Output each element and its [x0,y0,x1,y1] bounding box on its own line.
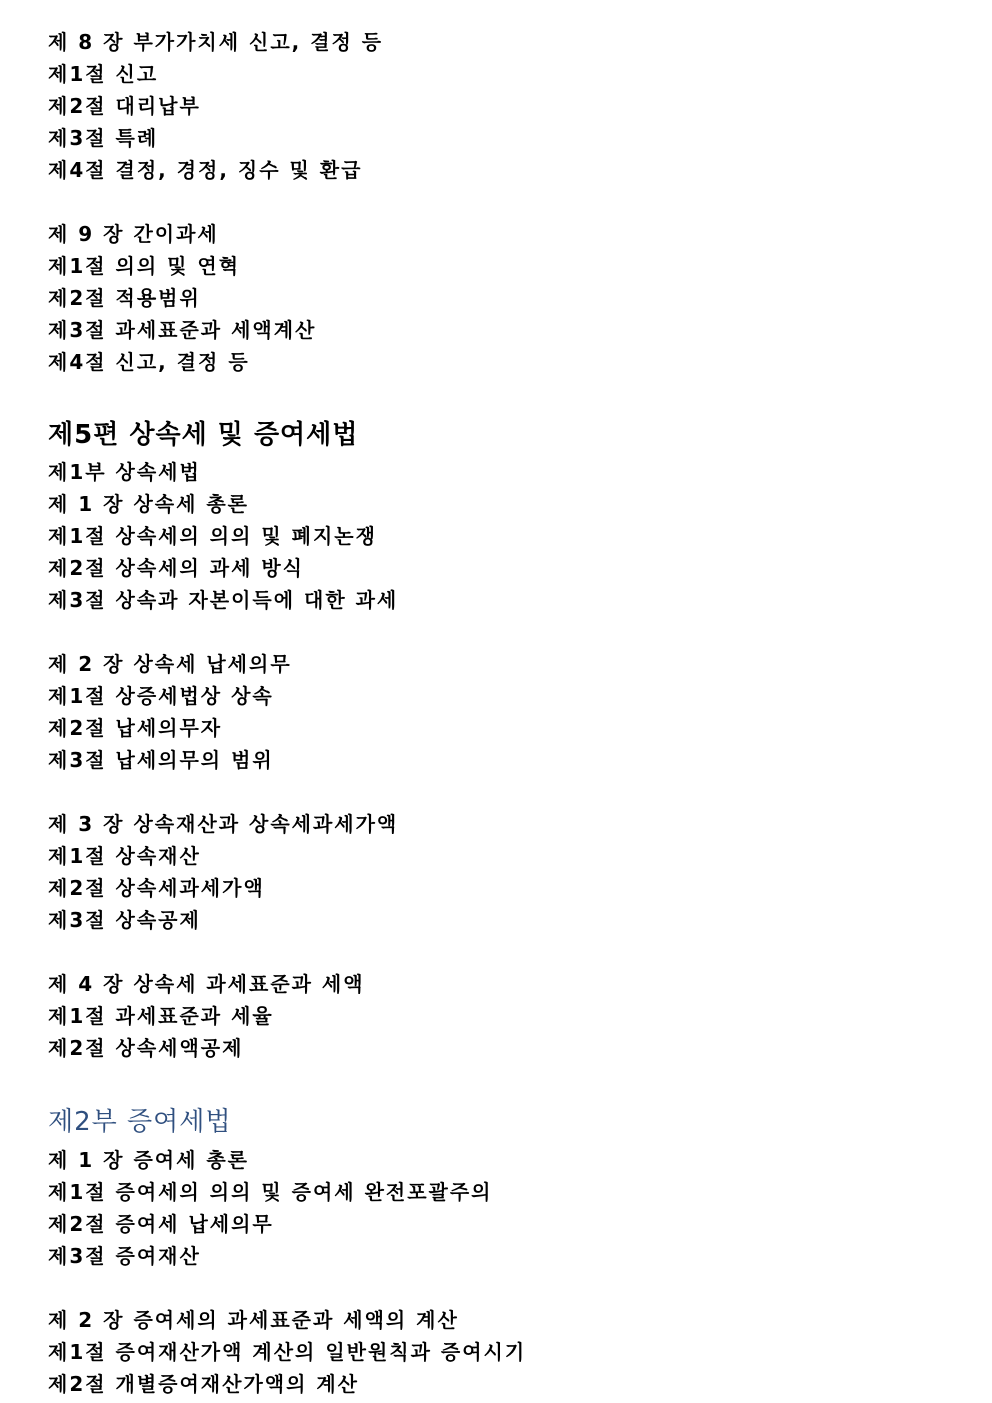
toc-entry: 제2절 상속세과세가액 [48,876,265,900]
toc-entry: 제2절 대리납부 [48,94,201,118]
section-gap [48,1272,992,1304]
section-gap [48,378,992,410]
toc-entry: 제1절 의의 및 연혁 [48,254,241,278]
toc-entry: 제4절 결정, 경정, 징수 및 환급 [48,158,363,182]
toc-entry: 제1절 신고 [48,62,159,86]
toc-entry: 제2절 상속세의 과세 방식 [48,556,305,580]
toc-entry: 제 9 장 간이과세 [48,222,219,246]
part-heading: 제5편 상속세 및 증여세법 [48,420,359,450]
toc-entry: 제1절 증여재산가액 계산의 일반원칙과 증여시기 [48,1340,527,1364]
toc-entry: 제3절 과세표준과 세액계산 [48,318,317,342]
section-gap [48,936,992,968]
toc-entry: 제1부 상속세법 [48,460,201,484]
toc-entry: 제3절 상속공제 [48,908,201,932]
toc-entry: 제 8 장 부가가치세 신고, 결정 등 [48,30,384,54]
toc-entry: 제2절 증여세 납세의무 [48,1212,274,1236]
toc-entry: 제2절 상속세액공제 [48,1036,244,1060]
toc-entry: 제1절 상증세법상 상속 [48,684,274,708]
toc-entry: 제 3 장 상속재산과 상속세과세가액 [48,812,399,836]
toc-entry: 제2절 개별증여재산가액의 계산 [48,1372,360,1396]
section-gap [48,616,992,648]
toc-entry: 제3절 납세의무의 범위 [48,748,274,772]
toc-entry: 제3절 특례 [48,126,159,150]
toc-entry: 제2절 적용범위 [48,286,201,310]
sub-part-heading: 제2부 증여세법 [48,1107,232,1137]
toc-entry: 제1절 상속재산 [48,844,201,868]
toc-entry: 제2절 납세의무자 [48,716,223,740]
toc-entry: 제 2 장 상속세 납세의무 [48,652,292,676]
toc-entry: 제4절 신고, 결정 등 [48,350,250,374]
toc-entry: 제3절 상속과 자본이득에 대한 과세 [48,588,399,612]
toc-entry: 제 1 장 증여세 총론 [48,1148,250,1172]
toc-entry: 제1절 상속세의 의의 및 폐지논쟁 [48,524,377,548]
section-gap [48,186,992,218]
section-gap [48,776,992,808]
toc-entry: 제 1 장 상속세 총론 [48,492,250,516]
toc-entry: 제 4 장 상속세 과세표준과 세액 [48,972,365,996]
toc-entry: 제3절 증여재산 [48,1244,201,1268]
toc-entry: 제 2 장 증여세의 과세표준과 세액의 계산 [48,1308,459,1332]
toc-entry: 제1절 과세표준과 세율 [48,1004,274,1028]
section-gap [48,1064,992,1096]
toc-entry: 제1절 증여세의 의의 및 증여세 완전포괄주의 [48,1180,493,1204]
